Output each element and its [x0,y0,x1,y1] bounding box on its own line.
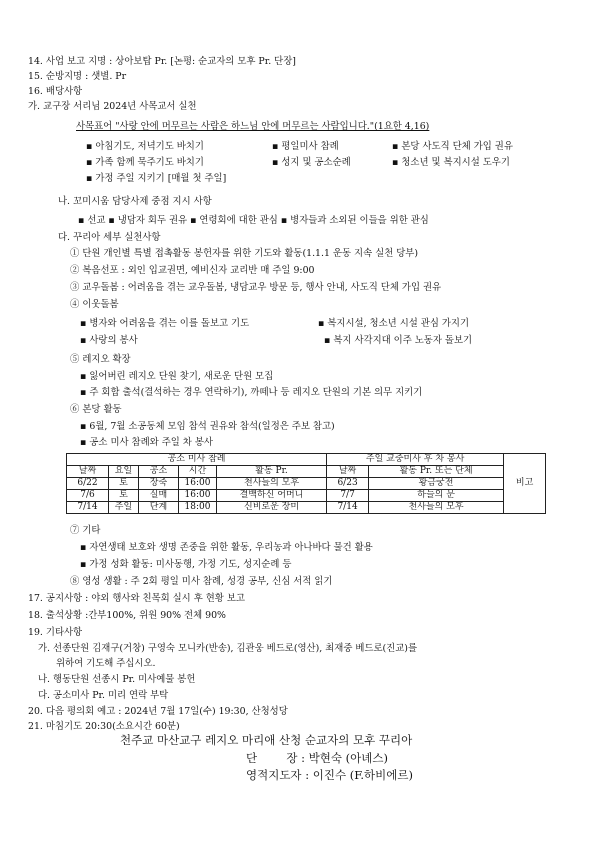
parish-activity-item: ▪ 6월, 7월 소공동체 모임 참석 권유와 참석(일정은 주보 참고) [80,421,335,433]
table-cell: 천사들의 모후 [217,478,327,490]
priest-directives: ▪ 선교 ▪ 냉담자 회두 권유 ▪ 연령회에 대한 관심 ▪ 병자들과 소외된 이들을 위한 관심 [78,215,429,226]
table-cell: 7/6 [67,490,109,502]
table-cell: 7/14 [67,502,109,514]
pastoral-motto: 사목표어 "사랑 안에 머무르는 사람은 하느님 안에 머무르는 사람입니다."(1요한 4,16) [76,121,430,132]
leader-name: 박현숙 (아녜스) [308,751,388,765]
legion-expansion-item: ▪ 주 회합 출석(결석하는 경우 연락하기), 까떼나 등 레지오 단원의 기본 의무 지키기 [80,387,422,399]
organization-name: 천주교 마산교구 레지오 마리애 산청 순교자의 모후 꾸리아 [120,733,413,747]
pastoral-practice-item: ▪ 본당 사도직 단체 가입 권유 [392,141,513,153]
director-signature-line [246,768,413,783]
item-19-ga: 가. 선종단원 김재구(거창) 구영숙 모니카(반송), 김관웅 베드로(영산), 최재중 베드로(진교)를 [38,643,418,654]
curia-practice-3: ③ 교우돌봄 : 어려움을 겪는 교우돌봄, 냉담교우 방문 등, 행사 안내, 사도직 단체 가입 권유 [70,282,442,293]
neighbor-care-item: ▪ 복지 사각지대 이주 노동자 돌보기 [324,335,472,347]
curia-practice-2: ② 복음선포 : 외인 입교권면, 예비신자 교리반 매 주일 9:00 [70,265,315,276]
table-cell: 토 [109,490,139,502]
pastoral-practice-item: ▪ 청소년 및 복지시설 도우기 [392,157,510,169]
pastoral-practice-item: ▪ 가족 함께 묵주기도 바치기 [86,157,204,169]
table-cell: 단계 [139,502,179,514]
pastoral-practice-item: ▪ 평일미사 참례 [272,141,339,153]
table-cell: 결백하신 어머니 [217,490,327,502]
group-header-mission-mass: 공소 미사 참례 [67,454,327,466]
section-da-heading: 다. 꾸리아 세부 실천사항 [58,232,161,243]
item-15-visit: 15. 순방지명 : 샛별. Pr [28,71,127,82]
item-19-na: 나. 행동단원 선종시 Pr. 미사예물 봉헌 [38,674,196,685]
legion-expansion-item: ▪ 잃어버린 레지오 단원 찾기, 새로운 단원 모집 [80,371,273,383]
item-19-da: 다. 공소미사 Pr. 미리 연락 부탁 [38,690,169,701]
table-cell: 7/14 [327,502,369,514]
other-item: ▪ 자연생태 보호와 생명 존중을 위한 활동, 우리농과 아나바다 물건 활용 [80,542,373,554]
table-group-header-row [67,454,546,466]
item-16-allocation: 16. 배당사항 [28,86,83,97]
leader-label: 단 장 : [246,751,305,765]
table-row [67,502,546,514]
table-cell: 6/22 [67,478,109,490]
remark-header: 비고 [504,454,546,514]
pastoral-practice-item: ▪ 성지 및 공소순례 [272,157,351,169]
item-14-report: 14. 사업 보고 지명 : 상아보탑 Pr. [논평: 순교자의 모후 Pr. 단장] [28,56,296,67]
director-name: 이진수 (F.하비에르) [312,768,413,782]
table-cell: 황금궁전 [369,478,504,490]
table-cell: 주일 [109,502,139,514]
section-na-heading: 나. 꼬미시움 담당사제 중점 지시 사항 [58,196,212,207]
curia-practice-5: ⑤ 레지오 확장 [70,354,131,365]
other-item: ▪ 가정 성화 활동: 미사동행, 가정 기도, 성지순례 등 [80,559,291,571]
parish-activity-item: ▪ 공소 미사 참례와 주일 차 봉사 [80,437,213,449]
table-cell: 신비로운 장미 [217,502,327,514]
column-header: 요일 [109,466,139,478]
pastoral-practice-item: ▪ 가정 주일 지키기 [매월 첫 주일] [86,173,226,185]
group-header-tea-service: 주일 교중미사 후 차 봉사 [327,454,504,466]
neighbor-care-item: ▪ 사랑의 봉사 [80,335,138,347]
curia-practice-6: ⑥ 본당 활동 [70,404,122,415]
item-17-notice: 17. 공지사항 : 야외 행사와 친목회 실시 후 현황 보고 [28,593,245,604]
pastoral-practice-item: ▪ 아침기도, 저녁기도 바치기 [86,141,204,153]
table-cell: 16:00 [179,490,217,502]
item-21-closing-prayer: 21. 마침기도 20:30(소요시간 60분) [28,721,180,732]
column-header: 날짜 [67,466,109,478]
item-20-next-meeting: 20. 다음 평의회 예고 : 2024년 7월 17일(수) 19:30, 산청성당 [28,706,288,717]
table-cell: 천사들의 모후 [369,502,504,514]
curia-practice-1: ① 단원 개인별 특별 접촉활동 봉헌자를 위한 기도와 활동(1.1.1 운동 지속 실천 당부) [70,248,418,259]
table-cell: 실매 [139,490,179,502]
item-19-other: 19. 기타사항 [28,627,83,638]
curia-practice-4: ④ 이웃돌봄 [70,299,119,310]
table-row [67,490,546,502]
column-header: 활동 Pr. [217,466,327,478]
table-cell: 18:00 [179,502,217,514]
neighbor-care-item: ▪ 복지시설, 청소년 시설 관심 가지기 [318,318,469,330]
item-18-attendance: 18. 출석상황 :간부100%, 위원 90% 전체 90% [28,610,226,621]
item-19-ga-cont: 위하여 기도해 주십시오. [56,658,156,669]
director-label: 영적지도자 : [246,768,310,782]
column-header: 공소 [139,466,179,478]
table-cell: 토 [109,478,139,490]
table-column-header-row [67,466,546,478]
section-ga-heading: 가. 교구장 서리님 2024년 사목교서 실천 [28,101,197,112]
curia-practice-8: ⑧ 영성 생활 : 주 2회 평일 미사 참례, 성경 공부, 신심 서적 읽기 [70,576,333,587]
neighbor-care-item: ▪ 병자와 어려움을 겪는 이를 돌보고 기도 [80,318,249,330]
leader-signature-line [246,751,388,766]
table-cell: 6/23 [327,478,369,490]
column-header: 시간 [179,466,217,478]
table-cell: 16:00 [179,478,217,490]
table-row [67,478,546,490]
table-cell: 하늘의 문 [369,490,504,502]
curia-practice-7: ⑦ 기타 [70,525,101,536]
column-header: 날짜 [327,466,369,478]
column-header: 활동 Pr. 또는 단체 [369,466,504,478]
table-cell: 7/7 [327,490,369,502]
service-schedule-table [66,453,546,514]
table-cell: 장죽 [139,478,179,490]
